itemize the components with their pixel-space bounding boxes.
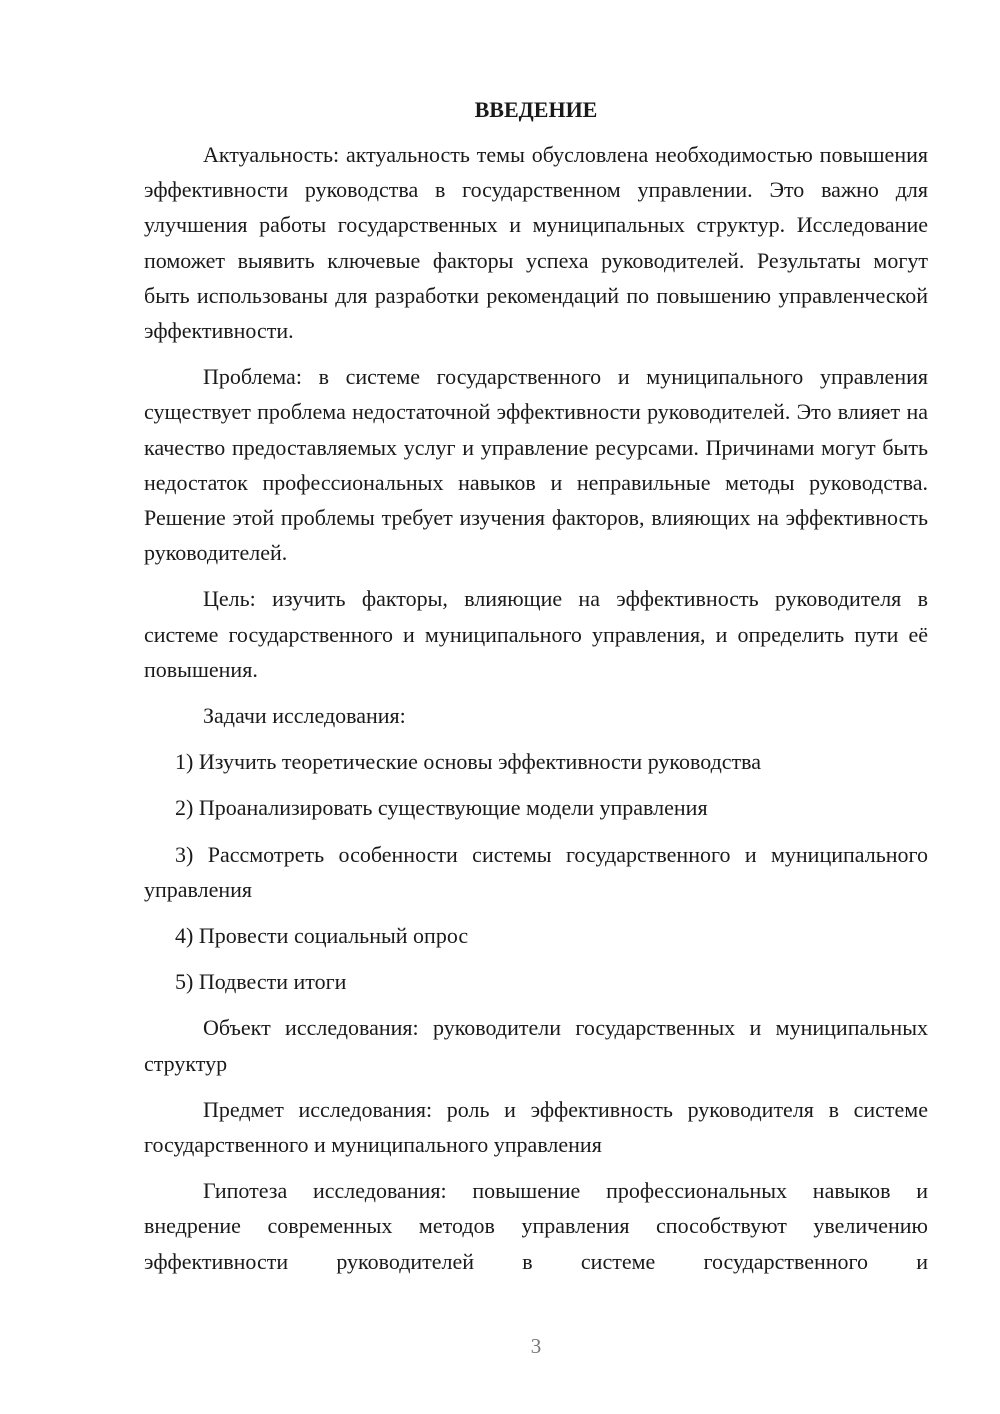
paragraph-object: Объект исследования: руководители государственных и муниципальных структур bbox=[144, 1015, 928, 1076]
section-heading: ВВЕДЕНИЕ bbox=[474, 97, 598, 122]
task-list-item: 3) Рассмотреть особенности системы государственного и муниципального управления bbox=[144, 841, 928, 902]
task-list-item: 5) Подвести итоги bbox=[175, 969, 347, 995]
paragraph-subject: Предмет исследования: роль и эффективность руководителя в системе государственного и муниципального управления bbox=[144, 1096, 928, 1158]
task-list-item: 4) Провести социальный опрос bbox=[175, 923, 469, 949]
paragraph-goal: Цель: изучить факторы, влияющие на эффективность руководителя в системе государственного и муниципального управления, и определить пути её повышения. bbox=[144, 586, 928, 682]
paragraph-tasks-intro: Задачи исследования: bbox=[203, 703, 406, 729]
paragraph-relevance: Актуальность: актуальность темы обусловлена необходимостью повышения эффективности руководства в государственном управлении. Это важно для улучшения работы государственных и муниципальных структур. Исследование поможет выявить ключевые факторы успеха руководителей. Результаты могут быть использованы для разработки рекомендаций по повышению управленческой эффективности. bbox=[144, 142, 928, 344]
page-content bbox=[144, 95, 928, 1290]
page-number: 3 bbox=[530, 1334, 542, 1358]
paragraph-hypothesis: Гипотеза исследования: повышение профессиональных навыков и внедрение современных методов управления способствуют увеличению эффективности руководителей в системе государственного и bbox=[144, 1178, 928, 1274]
task-list-item: 1) Изучить теоретические основы эффективности руководства bbox=[175, 749, 762, 775]
paragraph-problem: Проблема: в системе государственного и муниципального управления существует проблема недостаточной эффективности руководителей. Это влияет на качество предоставляемых услуг и управление ресурсами. Причинами могут быть недостаток профессиональных навыков и неправильные методы руководства. Решение этой проблемы требует изучения факторов, влияющих на эффективность руководителей. bbox=[144, 364, 928, 566]
task-list bbox=[144, 744, 928, 999]
task-list-item: 2) Проанализировать существующие модели управления bbox=[175, 795, 708, 821]
